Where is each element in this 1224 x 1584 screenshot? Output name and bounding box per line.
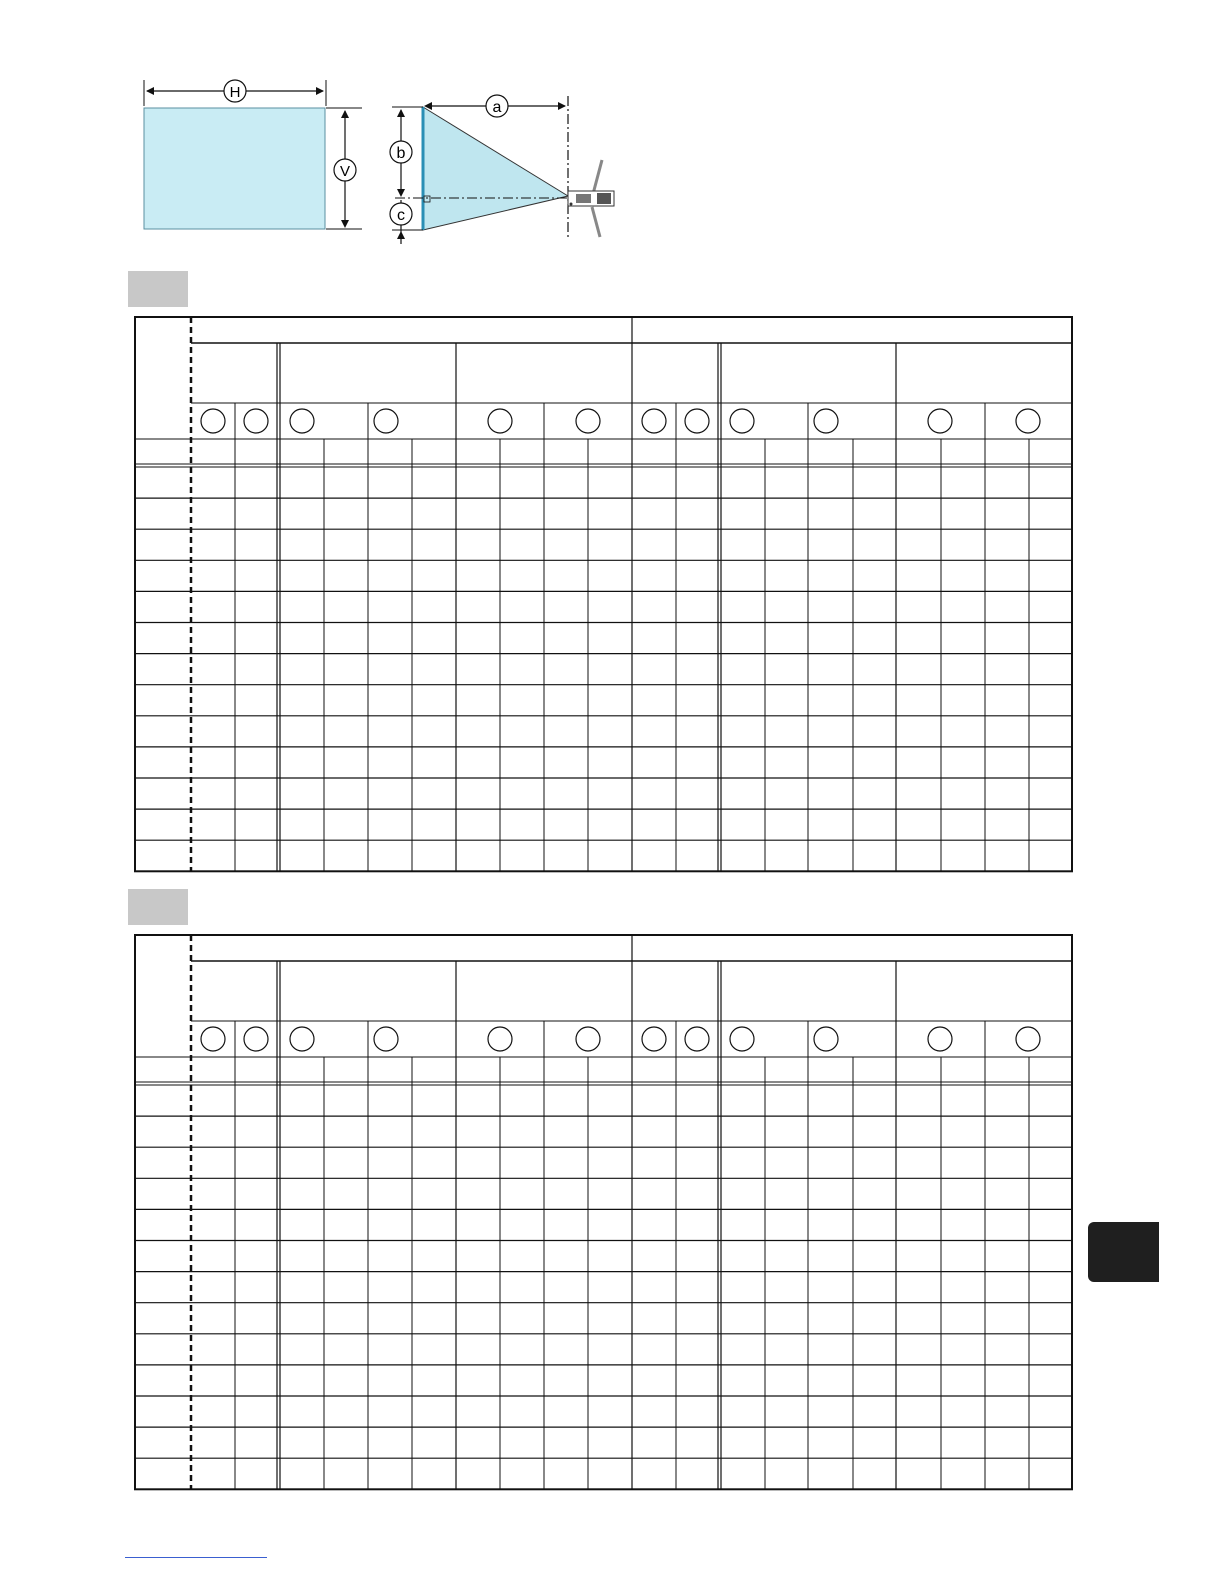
c-label: c bbox=[397, 207, 405, 224]
h-label: H bbox=[229, 84, 241, 101]
footer-link-rule bbox=[125, 1557, 267, 1558]
header-symbol-circle bbox=[730, 1027, 754, 1051]
v-label: V bbox=[339, 163, 351, 180]
header-symbol-circle bbox=[1016, 1027, 1040, 1051]
header-symbol-circle bbox=[374, 1027, 398, 1051]
header-symbol-circle bbox=[814, 1027, 838, 1051]
header-symbol-circle bbox=[488, 1027, 512, 1051]
header-symbol-circle bbox=[642, 1027, 666, 1051]
header-symbol-circle bbox=[201, 1027, 225, 1051]
header-symbol-circle bbox=[244, 1027, 268, 1051]
section-side-tab bbox=[1088, 1222, 1159, 1282]
header-symbol-circle bbox=[290, 1027, 314, 1051]
header-symbol-circle bbox=[576, 1027, 600, 1051]
b-label: b bbox=[396, 145, 406, 162]
a-label: a bbox=[492, 99, 502, 116]
header-symbol-circle bbox=[685, 1027, 709, 1051]
header-symbol-circle bbox=[928, 1027, 952, 1051]
table-border bbox=[135, 935, 1072, 1489]
